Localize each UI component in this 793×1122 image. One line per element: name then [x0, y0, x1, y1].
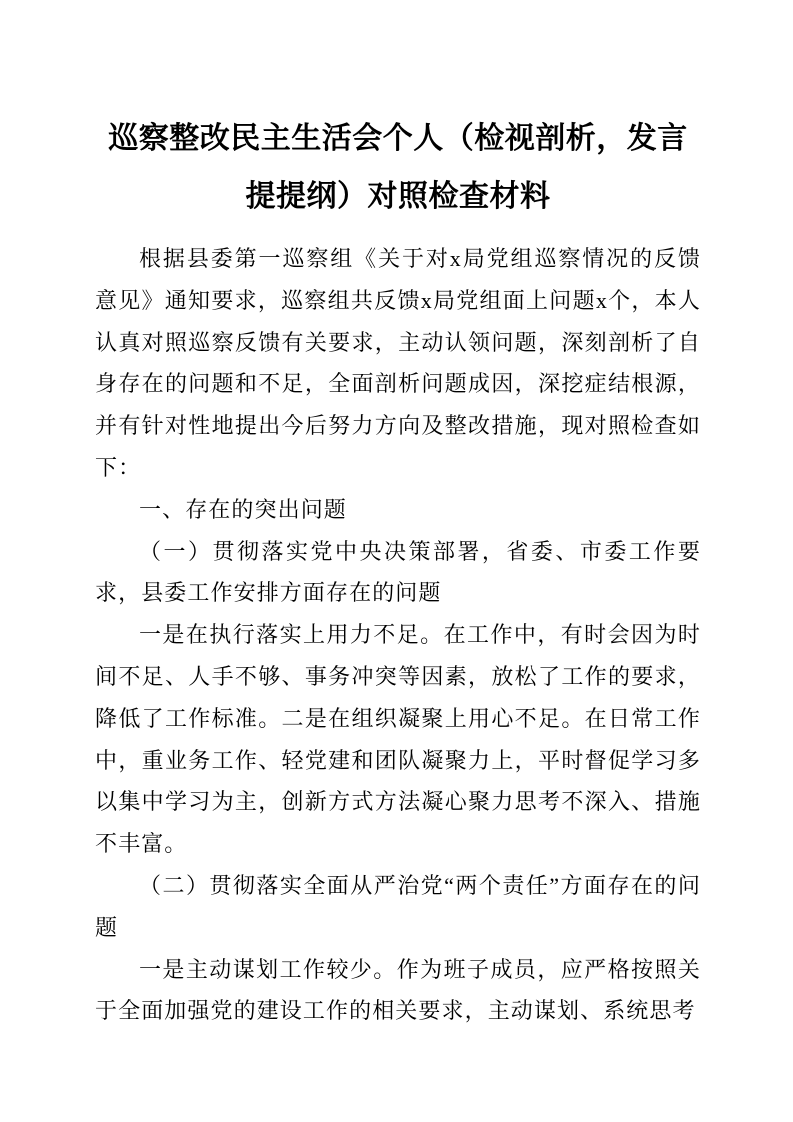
- document-title: [95, 110, 701, 226]
- document-title-line-1: 巡察整改民主生活会个人（检视剖析，发言: [108, 122, 688, 155]
- paragraph-subsection-1-body: 一是在执行落实上用力不足。在工作中，有时会因为时间不足、人手不够、事务冲突等因素，放松了工作的要求，降低了工作标准。二是在组织凝聚上用心不足。在日常工作中，重业务工作、轻党建和团队凝聚力上，平时督促学习多以集中学习为主，创新方式方法凝心聚力思考不深入、措施不丰富。: [95, 622, 701, 857]
- paragraph-intro: 根据县委第一巡察组《关于对x局党组巡察情况的反馈意见》通知要求，巡察组共反馈x局党组面上问题x个，本人认真对照巡察反馈有关要求，主动认领问题，深刻剖析了自身存在的问题和不足，全面剖析问题成因，深挖症结根源，并有针对性地提出今后努力方向及整改措施，现对照检查如下：: [95, 246, 701, 480]
- heading-subsection-2: （二）贯彻落实全面从严治党“两个责任”方面存在的问题: [95, 872, 701, 940]
- document-content: [95, 110, 701, 1032]
- heading-subsection-1: （一）贯彻落实党中央决策部署，省委、市委工作要求，县委工作安排方面存在的问题: [95, 538, 701, 606]
- heading-section-1: 一、存在的突出问题: [139, 496, 347, 522]
- paragraph-subsection-2-body: 一是主动谋划工作较少。作为班子成员，应严格按照关于全面加强党的建设工作的相关要求，主动谋划、系统思考: [95, 956, 701, 1024]
- document-title-line-2: 提提纲）对照检查材料: [245, 180, 551, 213]
